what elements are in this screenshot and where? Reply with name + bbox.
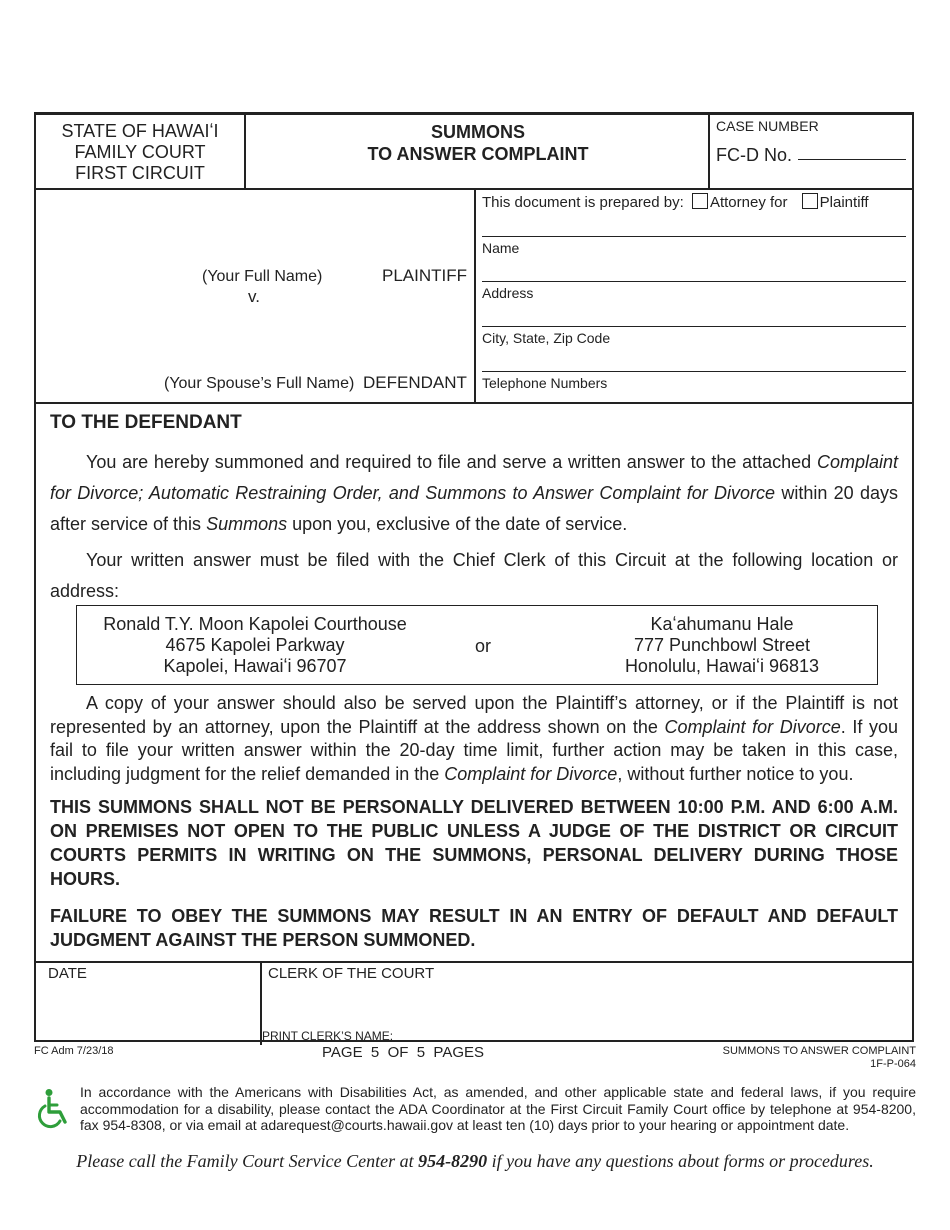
address-label: Address [482,285,534,301]
defendant-label: DEFENDANT [363,373,467,392]
clerk-label: CLERK OF THE COURT [268,965,435,982]
date-box[interactable] [36,963,262,1045]
parties-section [36,190,912,404]
page-number: PAGE 5 OF 5 PAGES [322,1044,484,1061]
delivery-warning: THIS SUMMONS SHALL NOT BE PERSONALLY DELIVERED BETWEEN 10:00 P.M. AND 6:00 A.M. ON PREMISES NOT OPEN TO THE PUBLIC UNLESS A JUDGE OF THE DISTRICT OR CIRCUIT COURTS PERMITS IN WRITING ON THE SUMMONS, PERSONAL DELIVERY DURING THOSE HOURS. [50,797,898,889]
document-id: SUMMONS TO ANSWER COMPLAINT 1F-P-064 [722,1045,916,1070]
city-line[interactable] [482,371,906,372]
form-code: FC Adm 7/23/18 [34,1045,114,1057]
location-kapolei: Ronald T.Y. Moon Kapolei Courthouse 4675 Kapolei Parkway Kapolei, Hawaiʻi 96707 [103,614,407,676]
versus: v. [248,287,260,306]
filing-paragraph: Your written answer must be filed with the Chief Clerk of this Circuit at the following location or address: [50,550,898,601]
phone-label: Telephone Numbers [482,375,608,391]
defendant-heading: TO THE DEFENDANT [50,412,242,433]
name-label: Name [482,240,520,256]
service-center-note: Please call the Family Court Service Center at 954-8290 if you have any questions about forms or procedures. [76,1151,874,1171]
date-label: DATE [48,965,87,982]
summons-paragraph: You are hereby summoned and required to file and serve a written answer to the attached Complaint for Divorce; Automatic Restraining Order, and Summons to Answer Complaint for Divorce within 20 days after service of this Summons upon you, exclusive of the date of service. [50,452,898,534]
header-row [36,115,912,190]
signature-section [36,961,912,1045]
plaintiff-checkbox[interactable] [802,193,818,209]
ada-notice: In accordance with the Americans with Disabilities Act, as amended, and other applicable state and federal laws, if you require accommodation for a disability, please contact the ADA Coordinator at the First Circuit Family Court office by telephone at 954-8200, fax 954-8308, or via email at adarequest@courts.hawaii.gov at least ten (10) days prior to your hearing or appointment date. [80,1084,916,1133]
plaintiff-label: PLAINTIFF [382,266,468,285]
or-separator: or [475,636,492,656]
name-line[interactable] [482,281,906,282]
summons-form [34,112,914,1042]
print-clerk-name-label: PRINT CLERK’S NAME: [262,1029,394,1043]
document-title: SUMMONS TO ANSWER COMPLAINT [367,122,589,164]
defendant-name-hint: (Your Spouse’s Full Name) [164,375,355,392]
prepared-by-line[interactable] [482,236,906,237]
wheelchair-icon [36,1088,72,1130]
default-warning: FAILURE TO OBEY THE SUMMONS MAY RESULT IN AN ENTRY OF DEFAULT AND DEFAULT JUDGMENT AGAINST THE PERSON SUMMONED. [50,906,898,950]
case-number-box [708,115,912,188]
case-number-field[interactable] [798,159,906,160]
prepared-by-box [474,190,912,402]
city-label: City, State, Zip Code [482,330,611,346]
service-paragraph: A copy of your answer should also be served upon the Plaintiff’s attorney, or if the Plaintiff is not represented by an attorney, upon the Plaintiff at the address shown on the Complaint for Divorce. If you fail to file your written answer within the 20-day time limit, further action may be taken in this case, including judgment for the relief demanded in the Complaint for Divorce, without further notice to you. [50,693,899,784]
case-number-label: CASE NUMBER [716,118,819,134]
prepared-by-row: This document is prepared by: Attorney for Plaintiff [482,194,869,211]
court-locations-box [76,605,878,685]
case-no-prefix: FC-D No. [716,145,792,165]
address-line[interactable] [482,326,906,327]
attorney-checkbox[interactable] [692,193,708,209]
court-name: STATE OF HAWAIʻI FAMILY COURT FIRST CIRCUIT [36,115,246,188]
location-honolulu: Kaʻahumanu Hale 777 Punchbowl Street Honolulu, Hawaiʻi 96813 [624,614,820,676]
plaintiff-name-hint: (Your Full Name) [202,268,323,285]
